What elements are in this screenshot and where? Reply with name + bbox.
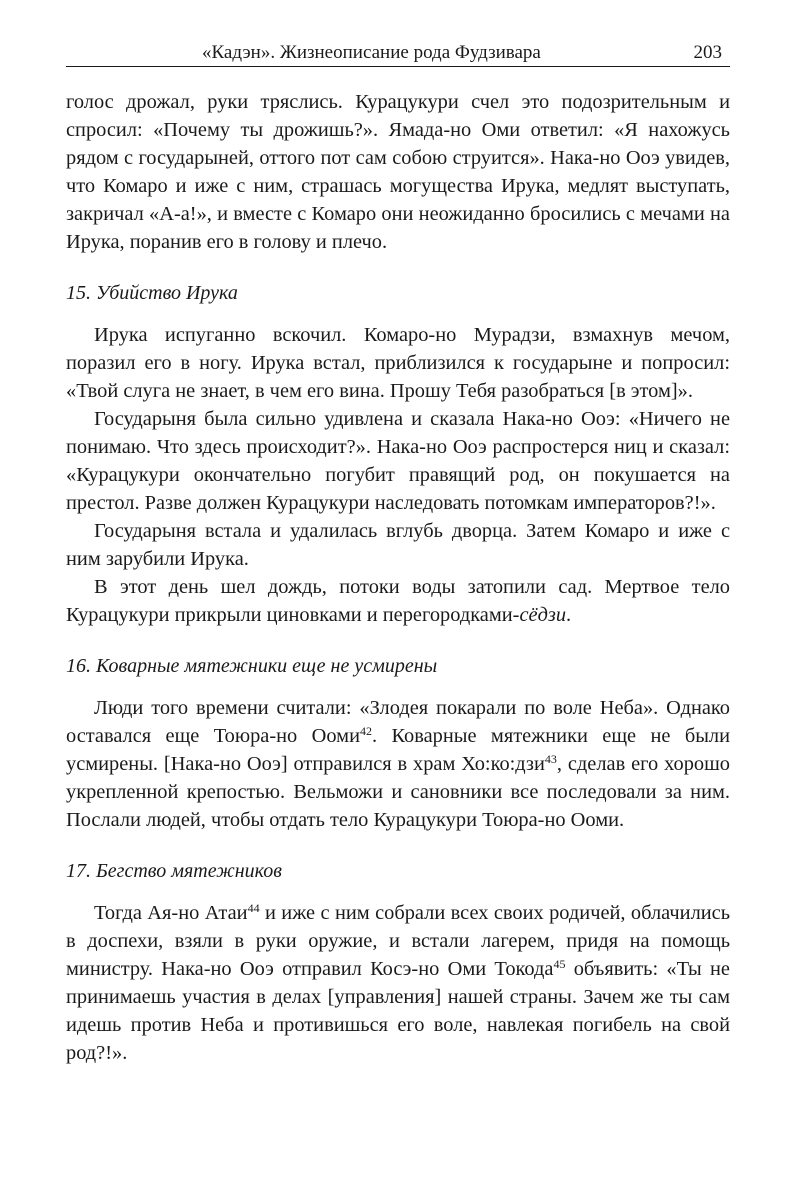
section-number: 17.	[66, 860, 91, 882]
page-content	[66, 88, 730, 1067]
section-title: Коварные мятежники еще не усмирены	[96, 655, 438, 677]
paragraph-text: объявить: «Ты не принимаешь участия в делах [управления] нашей страны. Зачем же ты сам идешь против Неба и противишься его воле, навлекая погибель на свой род?!».	[66, 958, 730, 1064]
page-number: 203	[693, 42, 722, 63]
section-title: Бегство мятежников	[96, 860, 282, 882]
paragraph	[66, 694, 730, 834]
paragraph	[66, 899, 730, 1067]
footnote-ref: 42	[359, 724, 372, 738]
paragraph-text: и иже с ним собрали всех своих родичей, облачились в доспехи, взяли в руки оружие, и встали лагерем, придя на помощь министру. Нака-но Ооэ отправил Косэ-но Оми Токода	[66, 902, 731, 980]
running-title: «Кадэн». Жизнеописание рода Фудзивара	[202, 42, 541, 63]
section-heading-17	[66, 857, 730, 885]
footnote-ref: 45	[553, 957, 566, 971]
section-number: 16.	[66, 655, 91, 677]
section-number: 15.	[66, 282, 91, 304]
paragraph: Государыня была сильно удивлена и сказала Нака-но Ооэ: «Ничего не понимаю. Что здесь происходит?». Нака-но Ооэ распростерся ниц и сказал: «Курацукури окончательно погубит правящий род, он покушается на престол. Разве должен Курацукури наследовать потомкам императоров?!».	[66, 408, 730, 514]
paragraph-text: . Коварные мятежники еще не были усмирены. [Нака-но Ооэ] отправился в храм Хо:ко:дзи	[66, 725, 730, 775]
paragraph-text: Тогда Ая-но Атаи	[94, 902, 248, 924]
paragraph-text: В этот день шел дождь, потоки воды затопили сад. Мертвое тело Курацукури прикрыли циновками и перегородками-	[66, 576, 730, 626]
book-page	[66, 38, 730, 1067]
footnote-ref: 43	[544, 752, 557, 766]
paragraph-text: Люди того времени считали: «Злодея покарали по воле Неба». Однако оставался еще Тоюра-но Ооми	[66, 697, 730, 747]
paragraph-end: .	[566, 604, 572, 626]
italic-term: сёдзи	[519, 604, 567, 626]
paragraph	[66, 573, 730, 629]
paragraph: голос дрожал, руки тряслись. Курацукури счел это подозрительным и спросил: «Почему ты дрожишь?». Ямада-но Оми ответил: «Я нахожусь рядом с государыней, оттого пот сам собою струится». Нака-но Ооэ увидев, что Комаро и иже с ним, страшась могущества Ирука, медлят выступать, закричал «А-а!», и вместе с Комаро они неожиданно бросились с мечами на Ирука, поранив его в голову и плечо.	[66, 91, 730, 253]
paragraph-text: , сделав его хорошо укрепленной крепостью. Вельможи и сановники все последовали за ним. Послали людей, чтобы отдать тело Курацукури Тоюра-но Ооми.	[66, 753, 730, 831]
section-heading-16	[66, 652, 730, 680]
paragraph: Государыня встала и удалилась вглубь дворца. Затем Комаро и иже с ним зарубили Ирука.	[66, 520, 730, 570]
section-title: Убийство Ирука	[96, 282, 238, 304]
paragraph: Ирука испуганно вскочил. Комаро-но Мурадзи, взмахнув мечом, поразил его в ногу. Ирука встал, приблизился к государыне и попросил: «Твой слуга не знает, в чем его вина. Прошу Тебя разобраться [в этом]».	[66, 324, 730, 402]
running-head	[66, 38, 730, 67]
footnote-ref: 44	[247, 901, 260, 915]
section-heading-15	[66, 279, 730, 307]
